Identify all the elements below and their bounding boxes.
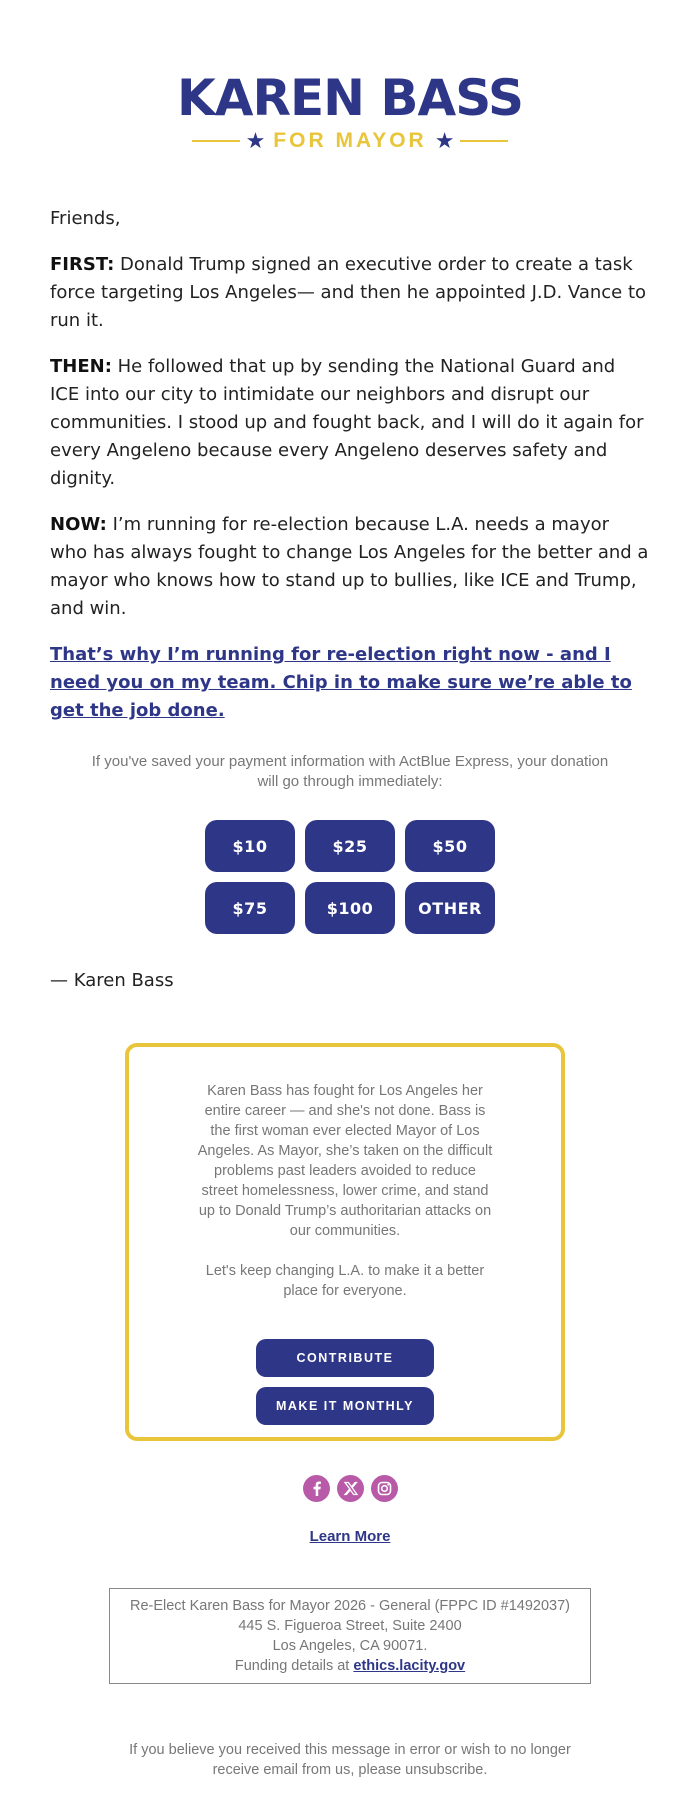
x-icon[interactable] — [337, 1475, 364, 1502]
star-icon: ★ — [245, 128, 266, 153]
email-body — [50, 205, 650, 743]
logo-rule-right — [460, 140, 508, 142]
logo-tagline: FOR MAYOR — [273, 129, 427, 152]
donate-50-button[interactable]: $50 — [405, 820, 495, 872]
paragraph-text: He followed that up by sending the National Guard and ICE into our city to intimidate our neighbors and disrupt our communities. I stood up and fought back, and I will do it again for every Angeleno because every Angeleno deserves safety and dignity. — [50, 356, 644, 489]
unsubscribe-note[interactable]: If you believe you received this message in error or wish to no longer receive email from us, please unsubscribe. — [129, 1742, 571, 1778]
learn-more-link[interactable]: Learn More — [309, 1528, 391, 1545]
paragraph-now — [50, 511, 650, 623]
paid-for-disclaimer — [109, 1588, 591, 1684]
logo-rule-left — [192, 140, 240, 142]
about-paragraph: Karen Bass has fought for Los Angeles her entire career — and she's not done. Bass is the first woman ever elected Mayor of Los Angeles. As Mayor, she’s taken on the difficult problems past leaders avoided to reduce street homelessness, lower crime, and stand up to Donald Trump’s authoritarian attacks on our communities. — [197, 1083, 493, 1239]
donation-amount-grid — [205, 820, 497, 934]
donate-cta-link[interactable]: That’s why I’m running for re-election right now - and I need you on my team. Chip in to make sure we’re able to get the job done. — [50, 644, 632, 721]
paragraph-lead: NOW: — [50, 514, 107, 535]
donate-other-button[interactable]: OTHER — [405, 882, 495, 934]
social-links — [303, 1475, 398, 1502]
cta-paragraph — [50, 641, 650, 725]
logo-tagline-row — [192, 128, 508, 154]
make-it-monthly-button[interactable]: MAKE IT MONTHLY — [256, 1387, 434, 1425]
donate-75-button[interactable]: $75 — [205, 882, 295, 934]
disclaimer-committee: Re-Elect Karen Bass for Mayor 2026 - General (FPPC ID #1492037) — [129, 1598, 571, 1614]
instagram-icon[interactable] — [371, 1475, 398, 1502]
logo-name: KAREN BASS — [177, 69, 523, 127]
funding-prefix: Funding details at — [234, 1658, 354, 1674]
disclaimer-funding — [110, 1656, 590, 1676]
disclaimer-street: 445 S. Figueroa Street, Suite 2400 — [238, 1618, 462, 1634]
paragraph-text: I’m running for re-election because L.A. needs a mayor who has always fought to change Los Angeles for the better and a mayor who knows how to stand up to bullies, like ICE and Trump, and win. — [50, 514, 649, 619]
paragraph-lead: THEN: — [50, 356, 112, 377]
signoff: — Karen Bass — [50, 970, 174, 991]
actblue-express-note: If you've saved your payment information with ActBlue Express, your donation will go through immediately: — [91, 753, 609, 790]
contribute-button[interactable]: CONTRIBUTE — [256, 1339, 434, 1377]
facebook-icon[interactable] — [303, 1475, 330, 1502]
greeting: Friends, — [50, 208, 121, 229]
donate-25-button[interactable]: $25 — [305, 820, 395, 872]
paragraph-text: Donald Trump signed an executive order to create a task force targeting Los Angeles— and then he appointed J.D. Vance to run it. — [50, 254, 647, 331]
donate-100-button[interactable]: $100 — [305, 882, 395, 934]
paragraph-first — [50, 251, 650, 335]
about-card — [125, 1043, 565, 1441]
disclaimer-city: Los Angeles, CA 90071. — [272, 1638, 428, 1654]
about-card-text — [194, 1081, 496, 1321]
ethics-link[interactable]: ethics.lacity.gov — [353, 1658, 466, 1674]
paragraph-then — [50, 353, 650, 493]
closing-paragraph: Let's keep changing L.A. to make it a better place for everyone. — [205, 1263, 485, 1299]
campaign-logo — [0, 70, 700, 154]
paragraph-lead: FIRST: — [50, 254, 115, 275]
star-icon: ★ — [434, 128, 455, 153]
donate-10-button[interactable]: $10 — [205, 820, 295, 872]
